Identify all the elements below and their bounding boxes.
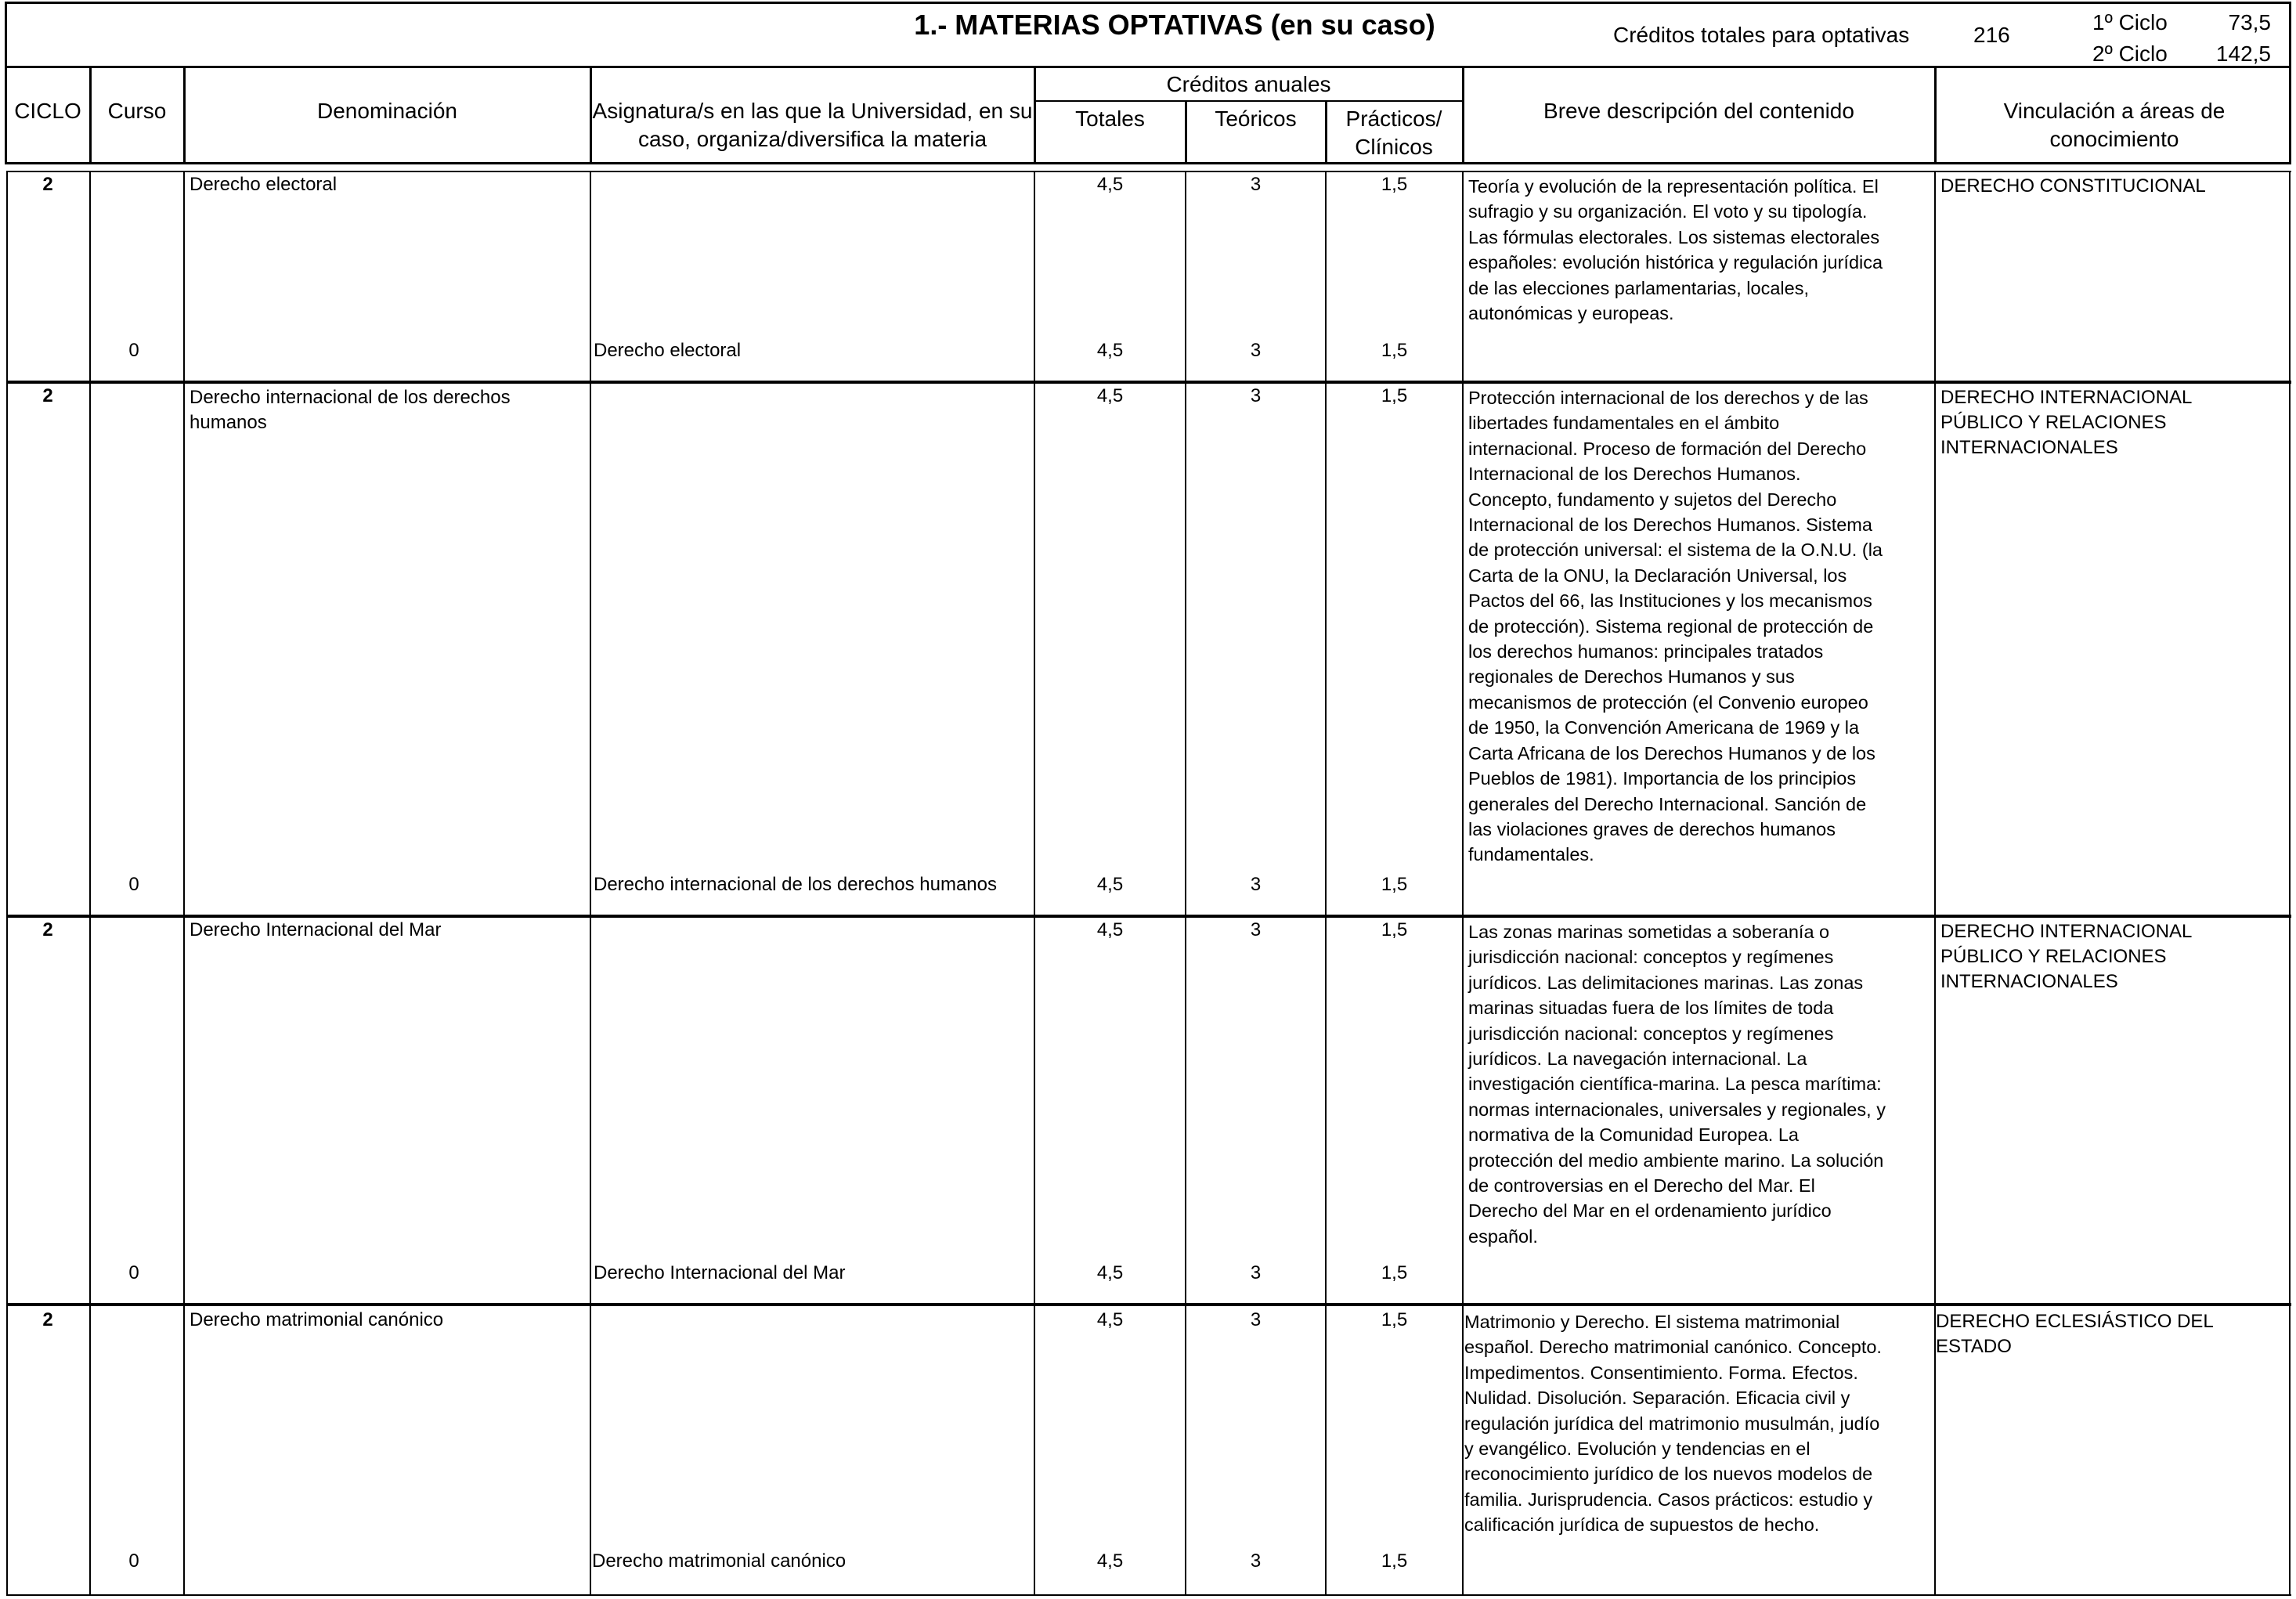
row-3-sub-teoricos: 3 (1250, 1262, 1262, 1283)
row-1-sub-totales: 4,5 (1096, 340, 1124, 361)
table-rule (590, 916, 591, 1305)
row-2-sub-practicos: 1,5 (1381, 874, 1408, 895)
table-rule (1325, 382, 1327, 916)
row-1-denominacion: Derecho electoral (190, 174, 338, 195)
row-3-vinculacion: DERECHO INTERNACIONAL PÚBLICO Y RELACIONES INTERNACIONALES (1940, 921, 2193, 992)
table-rule (183, 382, 185, 916)
row-4-totales: 4,5 (1096, 1309, 1124, 1330)
row-3-denominacion: Derecho Internacional del Mar (190, 919, 442, 940)
ciclo1-value: 73,5 (2228, 10, 2271, 34)
row-1-totales: 4,5 (1096, 174, 1124, 195)
table-rule (1034, 916, 1035, 1305)
table-rule (1034, 382, 1035, 916)
row-1-vinculacion: DERECHO CONSTITUCIONAL (1940, 175, 2206, 197)
row-1-sub-practicos: 1,5 (1381, 340, 1408, 361)
table-rule (2289, 382, 2291, 916)
row-2-denominacion: Derecho internacional de los derechos humanos (190, 387, 511, 433)
table-rule (6, 916, 2291, 918)
row-3-sub-curso: 0 (128, 1262, 139, 1283)
col-curso-header: Curso (107, 99, 167, 123)
row-2-totales: 4,5 (1096, 385, 1124, 406)
row-2-vinculacion: DERECHO INTERNACIONAL PÚBLICO Y RELACIONES INTERNACIONALES (1940, 387, 2193, 458)
table-rule (6, 171, 2291, 172)
table-rule (2289, 916, 2291, 1305)
table-rule (6, 382, 2291, 384)
table-rule (6, 916, 8, 1305)
table-rule (2289, 171, 2291, 382)
row-4-sub-practicos: 1,5 (1381, 1550, 1408, 1572)
row-2-sub-totales: 4,5 (1096, 874, 1124, 895)
ciclo1-label: 1º Ciclo (2092, 10, 2168, 34)
row-4-sub-asignatura: Derecho matrimonial canónico (592, 1550, 847, 1572)
ciclo2-value: 142,5 (2215, 42, 2271, 66)
creditos-totales-value: 216 (1973, 23, 2010, 47)
table-rule (89, 916, 91, 1305)
row-1-practicos: 1,5 (1381, 174, 1408, 195)
row-4-sub-totales: 4,5 (1096, 1550, 1124, 1572)
row-2-sub-curso: 0 (128, 874, 139, 895)
table-rule (6, 382, 8, 916)
table-rule (1185, 916, 1186, 1305)
table-rule (6, 1305, 8, 1596)
row-3-totales: 4,5 (1096, 919, 1124, 940)
page-title: 1.- MATERIAS OPTATIVAS (en su caso) (914, 9, 1435, 41)
col-creditos-anuales-header: Créditos anuales (1166, 72, 1331, 96)
row-2-practicos: 1,5 (1381, 385, 1408, 406)
table-rule (6, 171, 8, 382)
row-1-sub-teoricos: 3 (1250, 340, 1262, 361)
col-teoricos-header: Teóricos (1215, 106, 1297, 131)
row-1-sub-asignatura: Derecho electoral (594, 340, 742, 361)
table-rule (6, 1594, 2291, 1596)
row-4-sub-curso: 0 (128, 1550, 139, 1572)
row-1-ciclo: 2 (42, 174, 53, 195)
table-rule (183, 916, 185, 1305)
row-2-descripcion: Protección internacional de los derechos y de las libertades fundamentales en el ámbito internacional. Proceso de formación del Derecho Internacional de los Derechos Humanos. Concepto, fundamento y sujetos del Derecho Internacional de los Derechos Humanos. Sistema de protección universal: el sistema de la O.N.U. (la Carta de la ONU, la Declaración Universal, los Pactos del 66, las Instituciones y los mecanismos de protección). Sistema regional de protección de los derechos humanos: principales tratados regionales de Derechos Humanos y sus mecanismos de protección (el Convenio europeo de 1950, la Convención Americana de 1969 y la Carta Africana de los Derechos Humanos y de los Pueblos de 1981). Importancia de los principios generales del Derecho Internacional. Sanción de las violaciones graves de derechos humanos fundamentales. (1468, 388, 1883, 865)
row-3-ciclo: 2 (42, 919, 53, 940)
col-totales-header: Totales (1075, 106, 1145, 131)
col-vinculacion-header: Vinculación a áreas de conocimiento (2003, 99, 2226, 151)
table-rule (1185, 382, 1186, 916)
row-3-descripcion: Las zonas marinas sometidas a soberanía o jurisdicción nacional: conceptos y regímenes jurídicos. Las delimitaciones marinas. Las zonas marinas situadas fuera de los límites de toda jurisdicción nacional: conceptos y regímenes jurídicos. La navegación internacional. La investigación científica-marina. La pesca marítima: normas internacionales, universales y regionales, y normativa de la Comunidad Europea. La protección del medio ambiente marino. La solución de controversias en el Derecho del Mar. El Derecho del Mar en el ordenamiento jurídico español. (1468, 922, 1886, 1247)
row-4-denominacion: Derecho matrimonial canónico (190, 1309, 444, 1330)
row-4-ciclo: 2 (42, 1309, 53, 1330)
row-3-sub-asignatura: Derecho Internacional del Mar (594, 1262, 846, 1283)
table-rule (183, 171, 185, 382)
row-3-practicos: 1,5 (1381, 919, 1408, 940)
row-4-descripcion: Matrimonio y Derecho. El sistema matrimonial español. Derecho matrimonial canónico. Concepto. Impedimentos. Consentimiento. Forma. Efectos. Nulidad. Disolución. Separación. Eficacia civil y regulación jurídica del matrimonio musulmán, judío y evangélico. Evolución y tendencias en el reconocimiento jurídico de los nuevos modelos de familia. Jurisprudencia. Casos prácticos: estudio y calificación jurídica de supuestos de hecho. (1464, 1312, 1882, 1536)
ciclo2-label: 2º Ciclo (2092, 42, 2168, 66)
row-2-ciclo: 2 (42, 385, 53, 406)
row-1-descripcion: Teoría y evolución de la representación política. El sufragio y su organización. El voto y su tipología. Las fórmulas electorales. Los sistemas electorales españoles: evolución histórica y regulación jurídica de las elecciones parlamentarias, locales, autonómicas y europeas. (1468, 176, 1883, 324)
row-3-sub-practicos: 1,5 (1381, 1262, 1408, 1283)
row-4-vinculacion: DERECHO ECLESIÁSTICO DEL ESTADO (1936, 1311, 2214, 1357)
table-rule (1462, 1305, 1464, 1596)
col-practicos-header: Prácticos/ Clínicos (1345, 106, 1442, 159)
row-3-teoricos: 3 (1250, 919, 1262, 940)
table-rule (183, 1305, 185, 1596)
row-2-sub-teoricos: 3 (1250, 874, 1262, 895)
col-ciclo-header: CICLO (14, 99, 81, 123)
row-4-teoricos: 3 (1250, 1309, 1262, 1330)
table-rule (590, 1305, 591, 1596)
table-rule (1462, 382, 1464, 916)
row-1-sub-curso: 0 (128, 340, 139, 361)
col-denominacion-header: Denominación (317, 99, 457, 123)
table-rule (1325, 916, 1327, 1305)
row-2-sub-asignatura: Derecho internacional de los derechos humanos (594, 874, 997, 895)
row-2-teoricos: 3 (1250, 385, 1262, 406)
table-rule (2289, 1305, 2291, 1596)
col-asignatura-header: Asignatura/s en las que la Universidad, en su caso, organiza/diversifica la materia (592, 99, 1033, 151)
row-3-sub-totales: 4,5 (1096, 1262, 1124, 1283)
row-4-practicos: 1,5 (1381, 1309, 1408, 1330)
creditos-totales-label: Créditos totales para optativas (1613, 23, 1910, 47)
table-rule (1462, 916, 1464, 1305)
table-rule (89, 382, 91, 916)
table-rule (590, 171, 591, 382)
table-rule (590, 382, 591, 916)
row-4-sub-teoricos: 3 (1250, 1550, 1262, 1572)
row-1-teoricos: 3 (1250, 174, 1262, 195)
table-rule (6, 1305, 2291, 1306)
table-rule (1462, 171, 1464, 382)
col-descripcion-header: Breve descripción del contenido (1543, 99, 1854, 123)
